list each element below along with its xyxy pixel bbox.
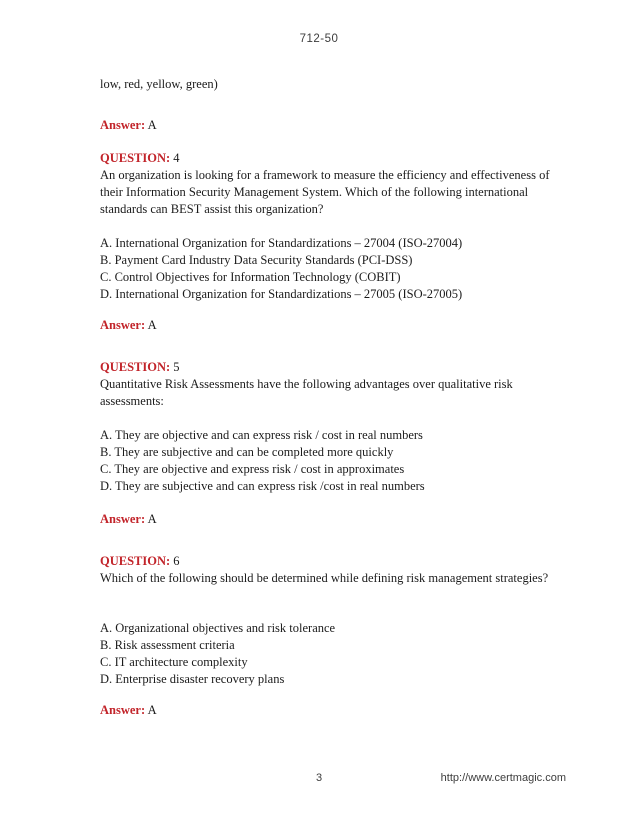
option-line: D. International Organization for Standardizations – 27005 (ISO-27005) <box>100 287 463 301</box>
answer-block-3 <box>100 702 157 719</box>
question-4-body: An organization is looking for a framework to measure the efficiency and effectiveness of their Information Security Management System. Which of the following international standards can BEST assist this organization? <box>100 168 550 216</box>
question-number: 4 <box>173 151 180 165</box>
option-line: B. Risk assessment criteria <box>100 638 235 652</box>
option-line: C. Control Objectives for Information Technology (COBIT) <box>100 270 401 284</box>
page-header-exam-code: 712-50 <box>299 33 339 45</box>
question-5-heading <box>100 359 180 376</box>
question-6-options <box>100 620 570 688</box>
answer-value: A <box>147 512 157 526</box>
footer-page-number: 3 <box>315 772 323 784</box>
carryover-text-line: low, red, yellow, green) <box>100 77 218 91</box>
question-4-options <box>100 235 570 303</box>
question-4-heading <box>100 150 180 167</box>
question-label: QUESTION: <box>100 554 171 568</box>
option-line: A. They are objective and can express risk / cost in real numbers <box>100 428 423 442</box>
question-6-body: Which of the following should be determined while defining risk management strategies? <box>100 571 549 585</box>
question-label: QUESTION: <box>100 360 171 374</box>
answer-label: Answer: <box>100 703 146 717</box>
option-line: A. Organizational objectives and risk tolerance <box>100 621 336 635</box>
option-line: C. They are objective and express risk / cost in approximates <box>100 462 405 476</box>
option-line: A. International Organization for Standardizations – 27004 (ISO-27004) <box>100 236 463 250</box>
footer-url: http://www.certmagic.com <box>440 772 566 784</box>
question-label: QUESTION: <box>100 151 171 165</box>
question-5-options <box>100 427 570 495</box>
answer-label: Answer: <box>100 318 146 332</box>
option-line: B. Payment Card Industry Data Security Standards (PCI-DSS) <box>100 253 413 267</box>
answer-label: Answer: <box>100 118 146 132</box>
option-line: C. IT architecture complexity <box>100 655 248 669</box>
question-5-body: Quantitative Risk Assessments have the following advantages over qualitative risk assessments: <box>100 377 513 408</box>
answer-block-1 <box>100 317 157 334</box>
question-number: 5 <box>173 360 180 374</box>
answer-value: A <box>147 318 157 332</box>
answer-value: A <box>147 118 157 132</box>
option-line: B. They are subjective and can be completed more quickly <box>100 445 394 459</box>
option-line: D. They are subjective and can express risk /cost in real numbers <box>100 479 425 493</box>
answer-value: A <box>147 703 157 717</box>
option-line: D. Enterprise disaster recovery plans <box>100 672 285 686</box>
answer-label: Answer: <box>100 512 146 526</box>
answer-block-0 <box>100 117 157 134</box>
answer-block-2 <box>100 511 157 528</box>
question-6-heading <box>100 553 180 570</box>
question-number: 6 <box>173 554 180 568</box>
